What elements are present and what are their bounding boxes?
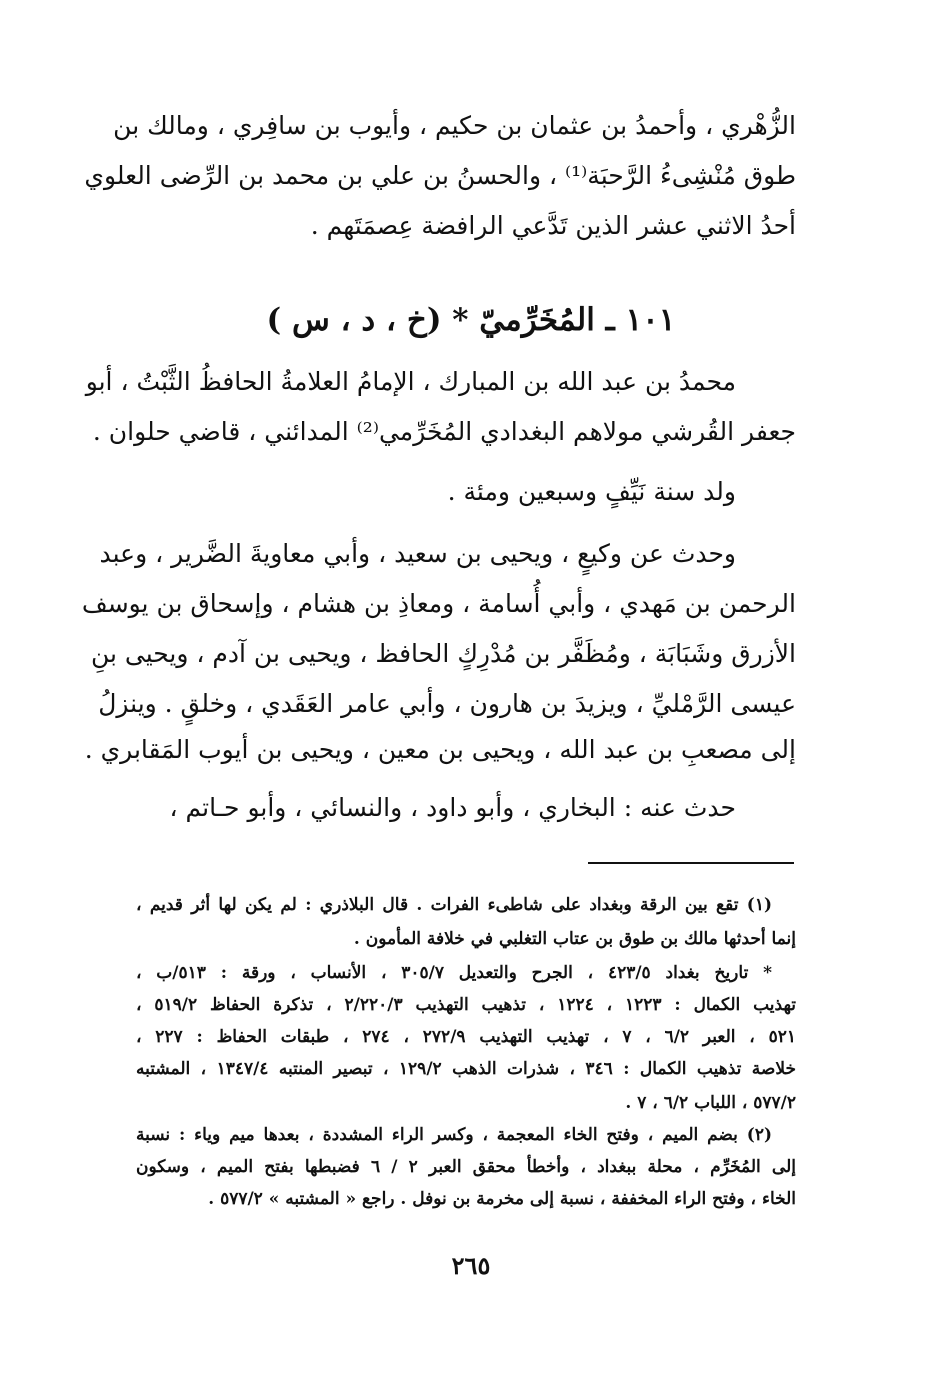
intro-line-2: طوق مُنْشِىءُ الرَّحبَة⁽¹⁾ ، والحسنُ بن علي بن محمد بن الرِّضى العلوي (84, 161, 796, 190)
entry-heading: ١٠١ ـ المُخَرِّميّ * (خ ، د ، س ) (266, 302, 676, 338)
intro-line-1: الزُّهْري ، وأحمدُ بن عثمان بن حكيم ، وأيوب بن سافِري ، ومالك بن (113, 111, 796, 140)
intro-line-3: أحدُ الاثني عشر الذين تَدَّعي الرافضة عِصمَتَهم . (310, 211, 796, 240)
narrated-from-line-5: إلى مصعبِ بن عبد الله ، ويحيى بن معين ، ويحيى بن أيوب المَقابري . (84, 735, 796, 764)
sources-line-2: تهذيب الكمال : ١٢٢٣ ، ١٢٢٤ ، تذهيب التهذيب ٢/٢٢٠/٣ ، تذكرة الحفاظ ٥١٩/٢ ، (136, 995, 797, 1015)
narrated-from-line-4: عيسى الرَّمْليِّ ، ويزيدَ بن هارون ، وأبي عامر العَقَدي ، وخلقٍ . وينزلُ (98, 689, 796, 718)
narrated-from-line-3: الأزرق وشَبَابَة ، ومُظَفَّر بن مُدْرِكٍ الحافظ ، ويحيى بن آدم ، ويحيى بنِ (90, 639, 796, 668)
footnote-2-line-3: الخاء ، وفتح الراء المخففة ، نسبة إلى مخرمة بن نوفل . راجع « المشتبه » ٥٧٧/٢ . (208, 1189, 796, 1209)
footnote-2-line-2: إلى المُخَرِّم ، محلة ببغداد ، وأخطأ محقق العبر ٢ / ٦ فضبطها بفتح الميم ، وسكون (136, 1157, 797, 1177)
footnote-1-line-1: (١) تقع بين الرقة وبغداد على شاطىء الفرات . قال البلاذري : لم يكن لها أثر قديم ، (136, 895, 772, 915)
footnote-1-line-2: إنما أحدثها مالك بن طوق بن عتاب التغلبي في خلافة المأمون . (353, 929, 796, 949)
bio-line-1: محمدُ بن عبد الله بن المبارك ، الإمامُ العلامةُ الحافظُ الثَّبْتُ ، أبو (85, 367, 736, 396)
footnote-2-line-1: (٢) بضم الميم ، وفتح الخاء المعجمة ، وكسر الراء المشددة ، بعدها ميم وياء : نسبة (136, 1125, 772, 1145)
sources-line-4: خلاصة تذهيب الكمال : ٣٤٦ ، شذرات الذهب ١٢٩/٢ ، تبصير المنتبه ١٣٤٧/٤ ، المشتبه (136, 1059, 796, 1079)
page-number: ٢٦٥ (451, 1251, 491, 1280)
birth-line: ولد سنة نَيِّفٍ وسبعين ومئة . (447, 477, 736, 506)
narrated-by-line: حدث عنه : البخاري ، وأبو داود ، والنسائي ، وأبو حـاتم ، (169, 793, 736, 822)
footnote-separator (588, 862, 794, 864)
narrated-from-line-2: الرحمن بن مَهدي ، وأبي أُسامة ، ومعاذِ بن هشام ، وإسحاق بن يوسف (81, 589, 796, 618)
sources-line-5: ٥٧٧/٢ ، اللباب ٦/٢ ، ٧ . (625, 1093, 796, 1113)
sources-line-1: * تاريخ بغداد ٤٢٣/٥ ، الجرح والتعديل ٣٠٥/٧ ، الأنساب ، ورقة : ٥١٣/ب ، (136, 963, 773, 983)
bio-line-2: جعفر القُرشي مولاهم البغدادي المُخَرِّمي⁽²⁾ المدائني ، قاضي حلوان . (92, 417, 796, 446)
sources-line-3: ٥٢١ ، العبر ٦/٢ ، ٧ ، تهذيب التهذيب ٢٧٢/٩ ، ٢٧٤ ، طبقات الحفاظ : ٢٢٧ ، (136, 1027, 796, 1047)
narrated-from-line-1: وحدث عن وكيعٍ ، ويحيى بن سعيد ، وأبي معاويةَ الضَّرير ، وعبد (99, 539, 736, 568)
